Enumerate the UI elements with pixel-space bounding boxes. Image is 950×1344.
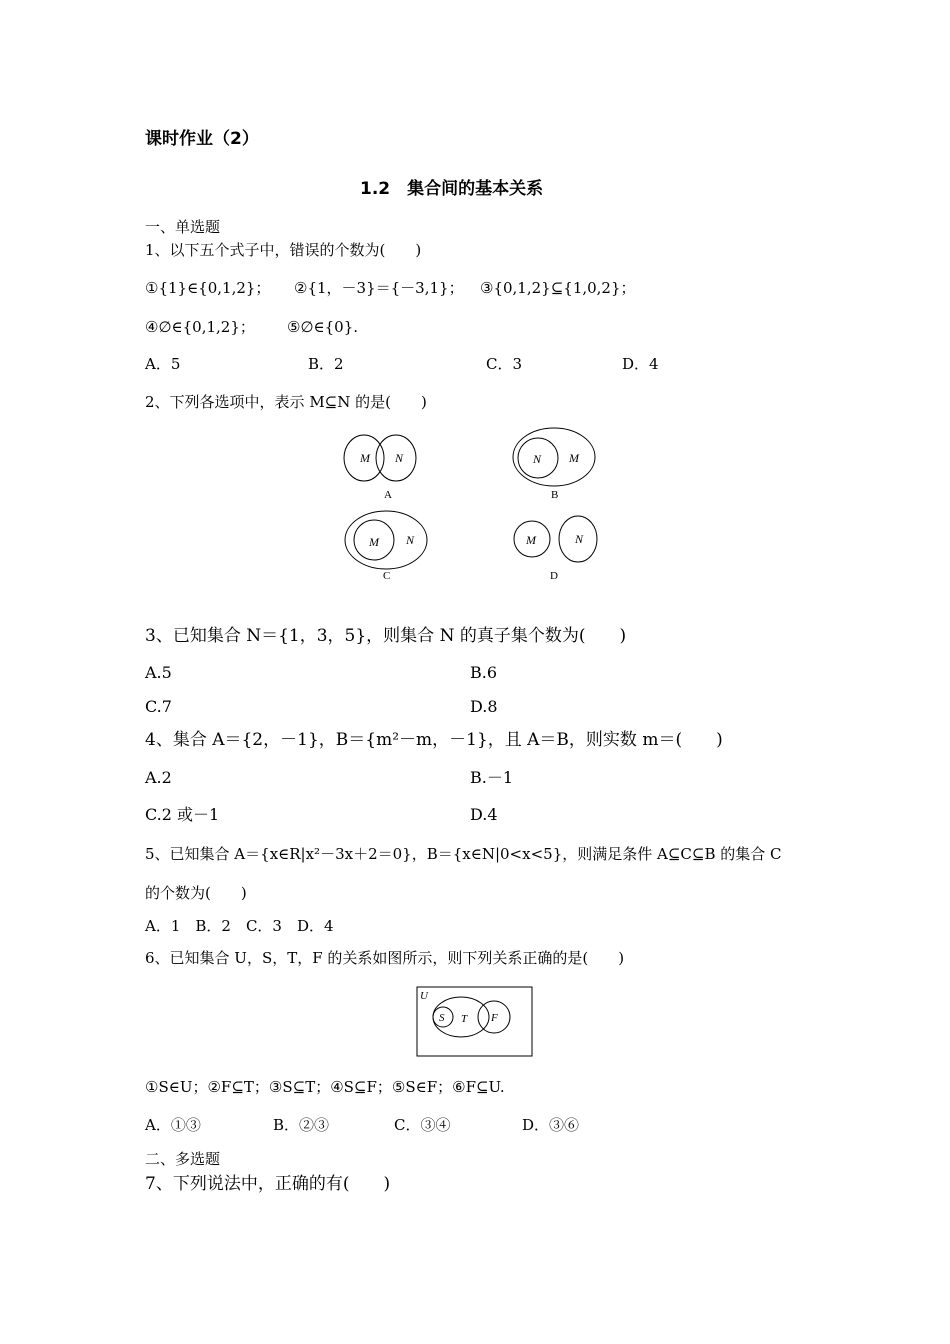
q3-option-a: A.5 xyxy=(145,663,172,682)
q1-item-5: ⑤∅∈{0}. xyxy=(287,318,359,336)
fig-t-label: T xyxy=(461,1013,468,1025)
q1-item-1: ①{1}∈{0,1,2}； xyxy=(145,279,271,297)
q1-stem: 1、以下五个式子中，错误的个数为( ) xyxy=(145,241,422,259)
q3-option-d: D.8 xyxy=(470,697,498,716)
q5-stem-line-1: 5、已知集合 A＝{x∈R|x²－3x＋2＝0}，B＝{x∈N|0<x<5}，则满足条件 A⊆C⊆B 的集合 C xyxy=(145,845,782,863)
q2-stem: 2、下列各选项中，表示 M⊆N 的是( ) xyxy=(145,393,427,411)
q1-item-4: ④∅∈{0,1,2}； xyxy=(145,318,255,336)
q4-stem: 4、集合 A＝{2，－1}，B＝{m²－m，－1}，且 A＝B，则实数 m＝( ) xyxy=(145,730,723,750)
q3-stem: 3、已知集合 N＝{1，3，5}，则集合 N 的真子集个数为( ) xyxy=(145,626,627,646)
homework-title: 课时作业（2） xyxy=(145,129,259,149)
section-title: 1.2 集合间的基本关系 xyxy=(360,179,544,199)
q4-option-a: A.2 xyxy=(145,768,172,787)
fig-f-label: F xyxy=(491,1012,498,1024)
venn-figure-usft xyxy=(415,985,535,1058)
q4-option-c: C.2 或－1 xyxy=(145,805,220,824)
fig-c-label-1: M xyxy=(369,535,379,549)
q6-option-c: C．③④ xyxy=(394,1116,451,1134)
q3-option-c: C.7 xyxy=(145,697,172,716)
q6-statements: ①S∈U；②F⊆T；③S⊆T；④S⊆F；⑤S∈F；⑥F⊆U. xyxy=(145,1078,505,1096)
fig-s-label: S xyxy=(439,1012,445,1024)
venn-figure-c xyxy=(340,507,436,585)
fig-u-label: U xyxy=(420,990,428,1002)
q1-item-2: ②{1，－3}＝{－3,1}； xyxy=(294,279,464,297)
fig-b-label-1: N xyxy=(533,452,542,466)
q3-option-b: B.6 xyxy=(470,663,498,682)
part-multi-choice: 二、多选题 xyxy=(145,1150,221,1168)
fig-a-caption: A xyxy=(384,489,392,501)
q6-option-d: D．③⑥ xyxy=(522,1116,580,1134)
q6-option-a: A．①③ xyxy=(145,1116,201,1134)
fig-b-caption: B xyxy=(551,489,559,501)
fig-d-label-1: M xyxy=(526,533,536,547)
q6-stem: 6、已知集合 U，S，T，F 的关系如图所示，则下列关系正确的是( ) xyxy=(145,949,625,967)
q1-option-c: C．3 xyxy=(486,355,523,373)
q6-option-b: B．②③ xyxy=(273,1116,330,1134)
fig-a-label-1: M xyxy=(360,451,370,465)
fig-a-label-2: N xyxy=(395,451,404,465)
venn-figure-b xyxy=(508,422,604,504)
q1-item-3: ③{0,1,2}⊆{1,0,2}； xyxy=(480,279,636,297)
fig-d-caption: D xyxy=(550,570,558,582)
q5-options: A．1 B．2 C．3 D．4 xyxy=(145,917,334,935)
q1-option-a: A．5 xyxy=(145,355,181,373)
q5-stem-line-2: 的个数为( ) xyxy=(145,884,247,902)
venn-figure-a xyxy=(330,422,430,504)
part-single-choice: 一、单选题 xyxy=(145,218,221,236)
fig-c-label-2: N xyxy=(406,533,415,547)
fig-b-label-2: M xyxy=(569,451,579,465)
q4-option-b: B.－1 xyxy=(470,768,514,787)
venn-figure-d xyxy=(510,507,605,585)
q7-stem: 7、下列说法中，正确的有( ) xyxy=(145,1174,391,1194)
fig-c-caption: C xyxy=(383,570,391,582)
q1-option-d: D．4 xyxy=(622,355,659,373)
q4-option-d: D.4 xyxy=(470,805,498,824)
q1-option-b: B．2 xyxy=(308,355,344,373)
fig-d-label-2: N xyxy=(575,532,584,546)
